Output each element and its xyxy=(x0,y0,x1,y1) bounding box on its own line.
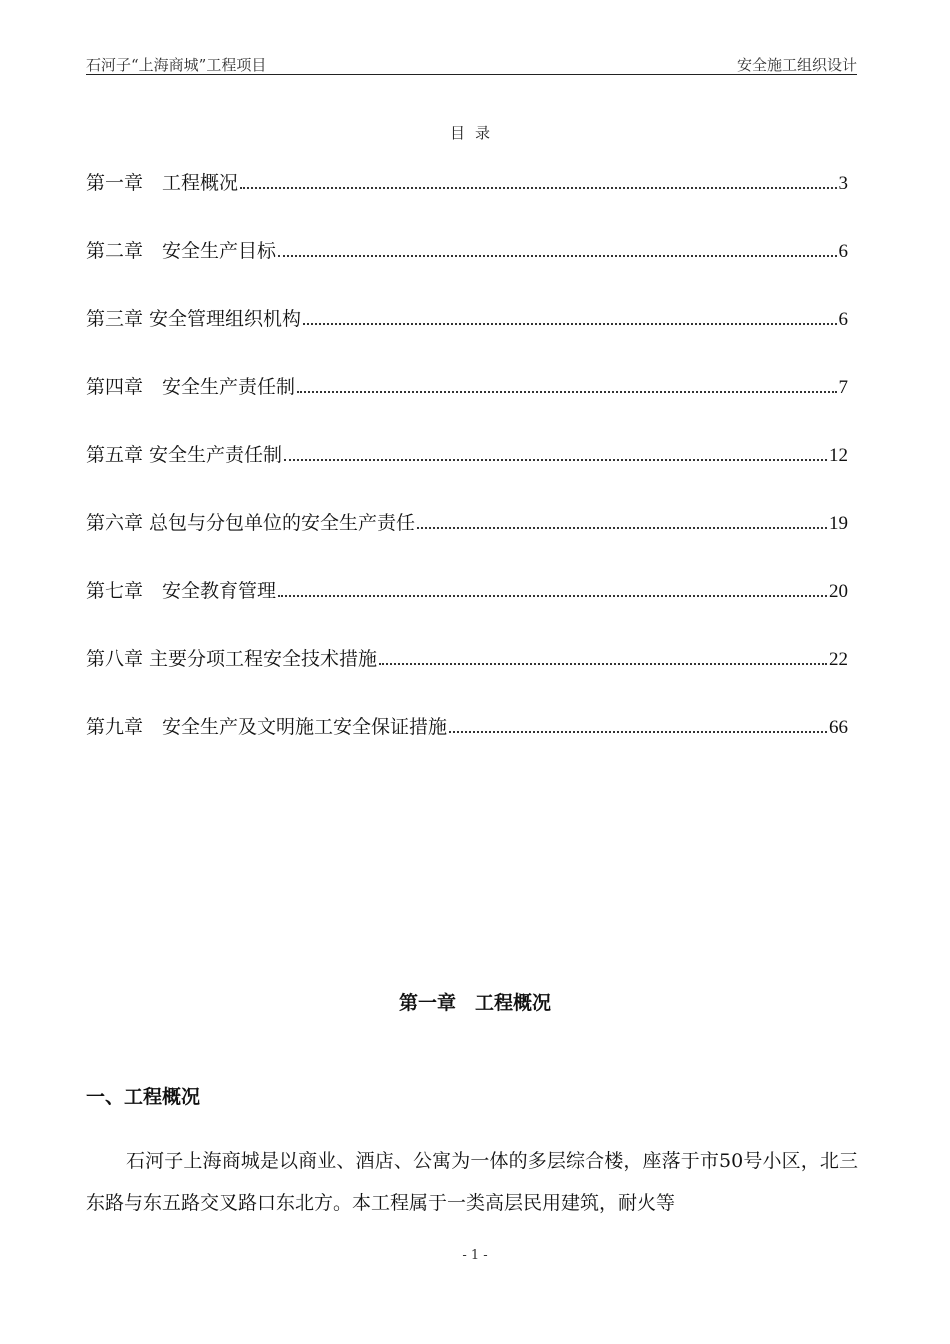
toc-entry-label: 第二章 安全生产目标 xyxy=(86,240,277,262)
toc-entry-page: 6 xyxy=(838,309,848,330)
dot-leader xyxy=(278,255,836,257)
dot-leader xyxy=(240,187,836,189)
toc-entry-page: 20 xyxy=(829,581,848,602)
dot-leader xyxy=(379,663,827,665)
toc-entry[interactable] xyxy=(86,304,848,372)
dot-leader xyxy=(449,731,827,733)
toc-entry-page: 12 xyxy=(829,445,848,466)
section-heading: 一、工程概况 xyxy=(86,1086,201,1108)
toc-entry[interactable] xyxy=(86,372,848,440)
dot-leader xyxy=(297,391,836,393)
dot-leader xyxy=(278,595,827,597)
toc-entry-label: 第九章 安全生产及文明施工安全保证措施 xyxy=(86,716,448,738)
dot-leader xyxy=(284,459,827,461)
toc-entry[interactable] xyxy=(86,236,848,304)
body-paragraph: 石河子上海商城是以商业、酒店、公寓为一体的多层综合楼，座落于市50号小区，北三东路与东五路交叉路口东北方。本工程属于一类高层民用建筑，耐火等 xyxy=(86,1150,858,1214)
toc-entry-page: 19 xyxy=(829,513,848,534)
toc-entry[interactable] xyxy=(86,712,848,780)
page-number: - 1 - xyxy=(462,1248,488,1263)
header-document-name: 安全施工组织设计 xyxy=(736,56,857,74)
toc-entry-page: 66 xyxy=(829,717,848,738)
toc-entry-page: 3 xyxy=(838,173,848,194)
table-of-contents xyxy=(86,168,848,780)
toc-entry[interactable] xyxy=(86,644,848,712)
toc-entry-label: 第一章 工程概况 xyxy=(86,172,239,194)
toc-entry-page: 22 xyxy=(829,649,848,670)
toc-entry[interactable] xyxy=(86,508,848,576)
toc-entry-label: 第三章 安全管理组织机构 xyxy=(86,308,302,330)
header-project-name: 石河子“上海商城”工程项目 xyxy=(86,56,267,74)
toc-entry-page: 7 xyxy=(838,377,848,398)
toc-entry-label: 第七章 安全教育管理 xyxy=(86,580,277,602)
toc-entry[interactable] xyxy=(86,576,848,644)
toc-entry-page: 6 xyxy=(838,241,848,262)
toc-entry[interactable] xyxy=(86,168,848,236)
dot-leader xyxy=(417,527,827,529)
toc-title: 目录 xyxy=(449,124,500,142)
chapter-title: 第一章 工程概况 xyxy=(398,992,551,1014)
toc-entry-label: 第四章 安全生产责任制 xyxy=(86,376,296,398)
toc-entry-label: 第八章 主要分项工程安全技术措施 xyxy=(86,648,378,670)
toc-entry-label: 第五章 安全生产责任制 xyxy=(86,444,283,466)
dot-leader xyxy=(303,323,836,325)
toc-entry[interactable] xyxy=(86,440,848,508)
toc-entry-label: 第六章 总包与分包单位的安全生产责任 xyxy=(86,512,416,534)
page-header xyxy=(86,52,857,75)
